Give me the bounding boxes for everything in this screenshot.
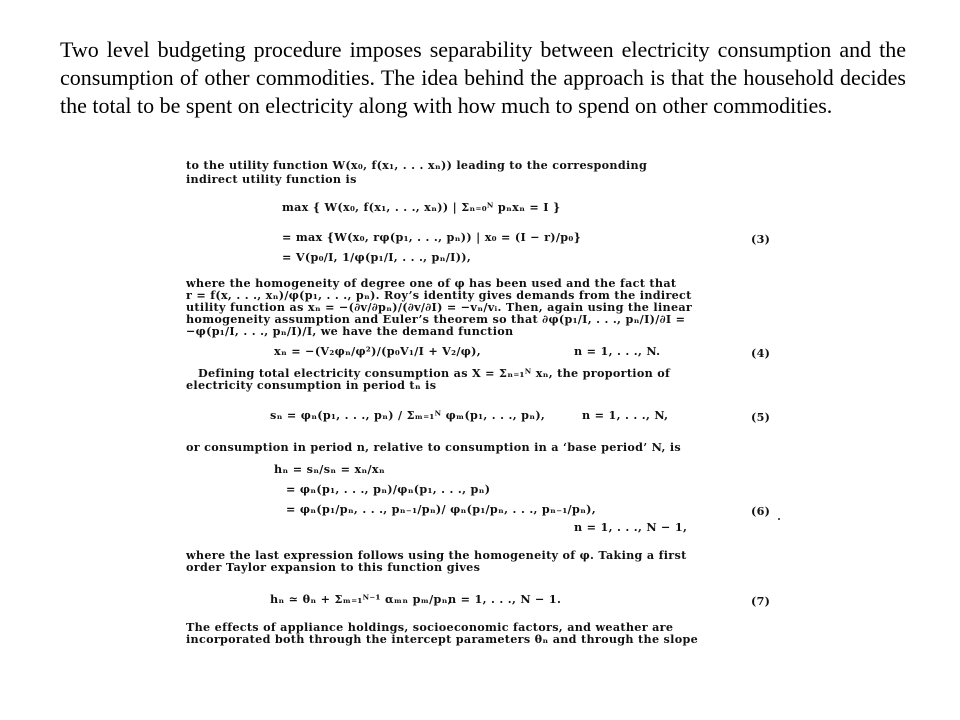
scanned-excerpt [178, 156, 782, 656]
text-line: to the utility function W(x₀, f(x₁, . . . xₙ)) leading to the corresponding [186, 158, 648, 172]
equation-line: = V(p₀/I, 1/φ(p₁/I, . . ., pₙ/I)), [282, 250, 472, 264]
text-line: incorporated both through the intercept parameters θₙ and through the slope [186, 632, 699, 646]
equation-number: (5) [751, 410, 771, 424]
equation-line: sₙ = φₙ(p₁, . . ., pₙ) / Σₘ₌₁ᴺ φₘ(p₁, . . ., pₙ), [270, 408, 546, 422]
text-line: where the last expression follows using the homogeneity of φ. Taking a first [186, 548, 687, 562]
equation-condition: n = 1, . . ., N − 1. [448, 592, 562, 606]
text-line: The effects of appliance holdings, socioeconomic factors, and weather are [186, 620, 674, 634]
equation-number: (4) [751, 346, 771, 360]
equation-condition: n = 1, . . ., N. [574, 344, 661, 358]
equation-line: = φₙ(p₁, . . ., pₙ)/φₙ(p₁, . . ., pₙ) [286, 482, 491, 496]
text-line: where the homogeneity of degree one of φ has been used and the fact that [186, 276, 677, 290]
text-line: or consumption in period n, relative to consumption in a ‘base period’ N, is [186, 440, 682, 454]
equation-line: = φₙ(p₁/pₙ, . . ., pₙ₋₁/pₙ)/ φₙ(p₁/pₙ, . . ., pₙ₋₁/pₙ), [286, 502, 596, 516]
equation-condition: n = 1, . . ., N − 1, [574, 520, 688, 534]
text-line: r = f(x, . . ., xₙ)/φ(p₁, . . ., pₙ). Roy’s identity gives demands from the indirect [186, 288, 692, 302]
equation-line: hₙ ≃ θₙ + Σₘ₌₁ᴺ⁻¹ αₘₙ pₘ/pₙ, [270, 592, 452, 606]
equation-line: = max {W(x₀, rφ(p₁, . . ., pₙ)) | x₀ = (I − r)/p₀} [282, 230, 582, 244]
text-line: electricity consumption in period tₙ is [186, 378, 437, 392]
equation-number: (6) [751, 504, 771, 518]
equation-number: (3) [751, 232, 771, 246]
intro-paragraph: Two level budgeting procedure imposes separability between electricity consumption and the consumption of other commodities. The idea behind the approach is that the household decides the total to be spent on electricity along with how much to spend on other commodities. [60, 37, 906, 118]
text-line: indirect utility function is [186, 172, 357, 186]
text-line: utility function as xₙ = −(∂v/∂pₙ)/(∂v/∂I) = −vₙ/vᵢ. Then, again using the linear [186, 300, 693, 314]
equation-line: xₙ = −(V₂φₙ/φ²)/(p₀V₁/I + V₂/φ), [274, 344, 481, 358]
text-line: Defining total electricity consumption as X = Σₙ₌₁ᴺ xₙ, the proportion of [198, 366, 671, 380]
text-line: order Taylor expansion to this function gives [186, 560, 481, 574]
text-line: −φ(p₁/I, . . ., pₙ/I)/I, we have the demand function [186, 324, 514, 338]
equation-line: max { W(x₀, f(x₁, . . ., xₙ)) | Σₙ₌₀ᴺ pₙxₙ = I } [282, 200, 561, 214]
equation-number: (7) [751, 594, 771, 608]
equation-line: hₙ = sₙ/sₙ = xₙ/xₙ [274, 462, 386, 476]
text-line: homogeneity assumption and Euler’s theorem so that ∂φ(p₁/I, . . ., pₙ/I)/∂I = [186, 312, 686, 326]
scan-speck [778, 518, 780, 520]
equation-condition: n = 1, . . ., N, [582, 408, 669, 422]
